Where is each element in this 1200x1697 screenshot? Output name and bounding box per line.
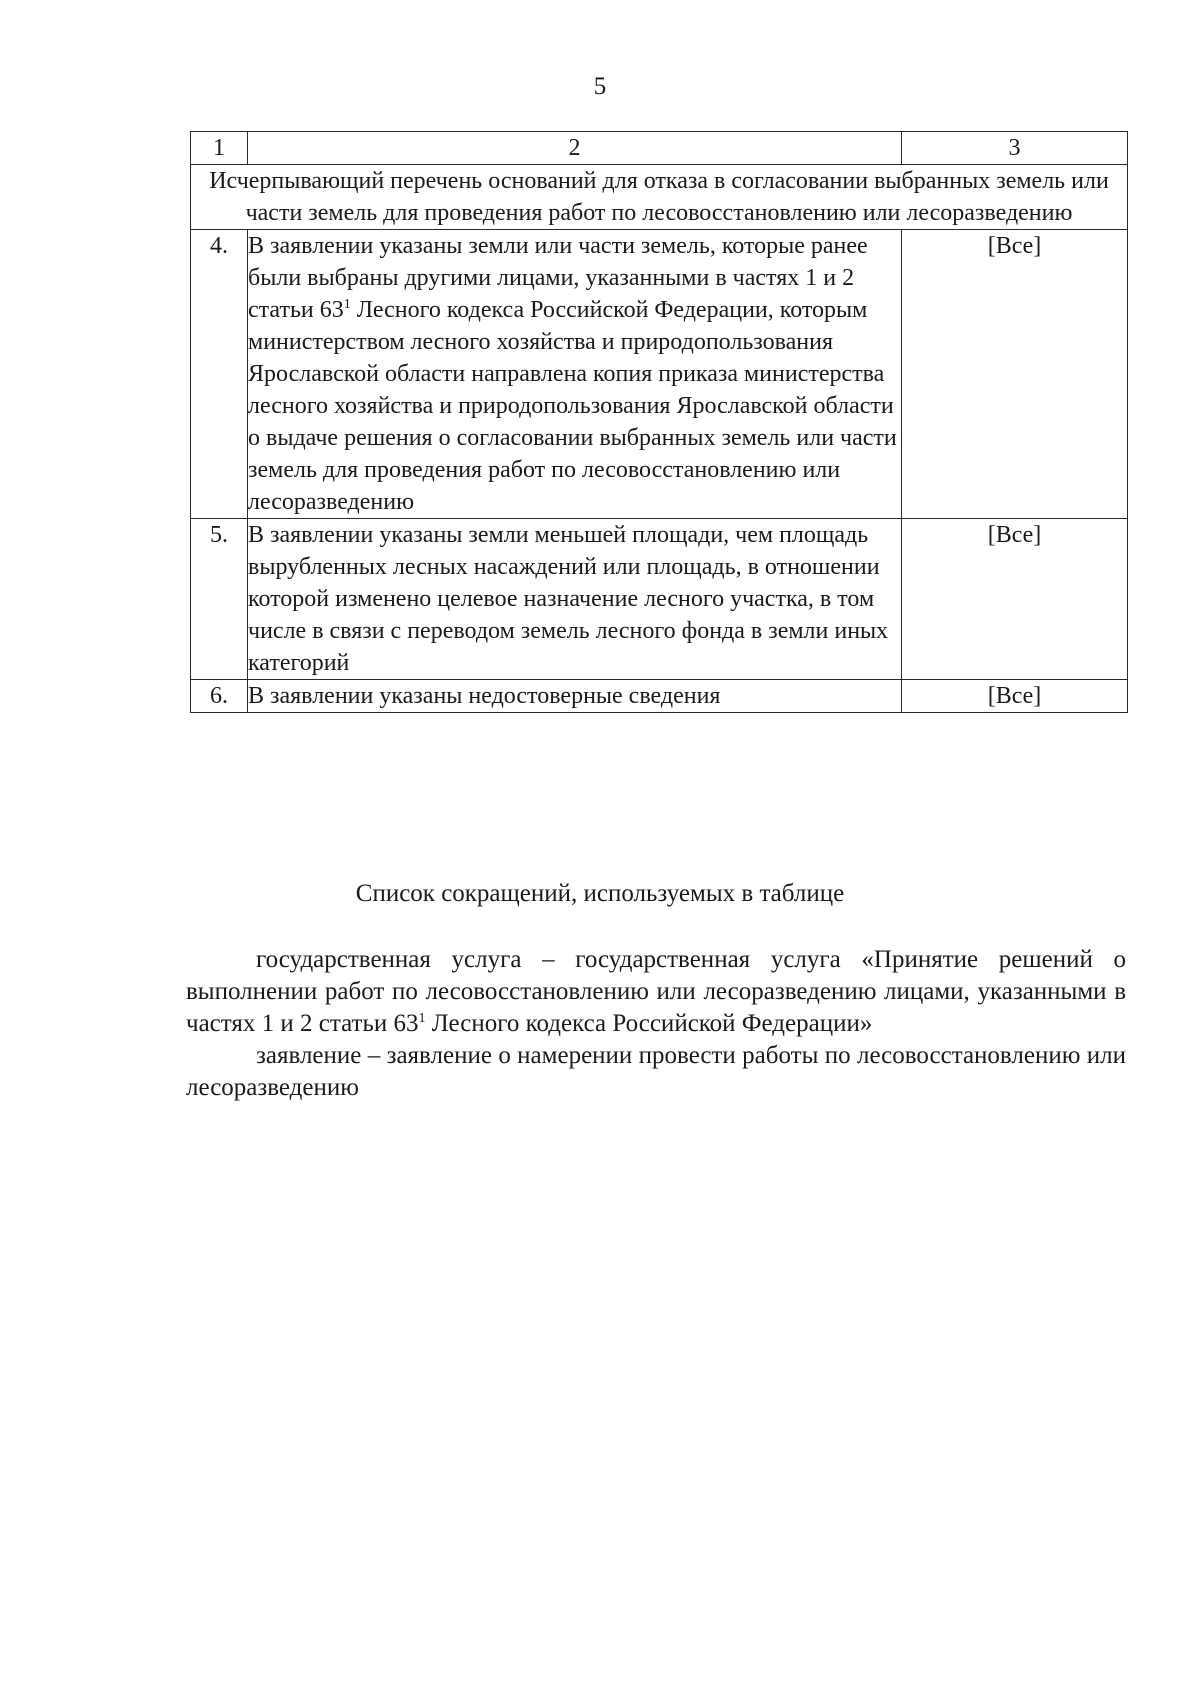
row-applies-to: [Все]	[902, 519, 1128, 680]
abbreviation-item	[186, 944, 1126, 1040]
row-text: В заявлении указаны земли меньшей площади, чем площадь вырубленных лесных насаждений или площадь, в отношении которой изменено целевое назначение лесного участка, в том числе в связи с переводом земель лесного фонда в земли иных категорий	[248, 519, 902, 680]
row-text: В заявлении указаны недостоверные сведения	[248, 680, 902, 713]
header-cell-1: 1	[191, 132, 248, 165]
superscript: 1	[418, 1011, 426, 1026]
row-text	[248, 230, 902, 519]
section-title: Исчерпывающий перечень оснований для отказа в согласовании выбранных земель или части земель для проведения работ по лесовосстановлению или лесоразведению	[191, 165, 1128, 230]
section-title-row	[191, 165, 1128, 230]
row-number: 5.	[191, 519, 248, 680]
refusal-grounds-table	[190, 131, 1128, 713]
row-text-part: Лесного кодекса Российской Федерации, которым министерством лесного хозяйства и природопользования Ярославской области направлена копия приказа министерства лесного хозяйства и природопользования Ярославской области о выдаче решения о согласовании выбранных земель или части земель для проведения работ по лесовосстановлению или лесоразведению	[248, 297, 897, 515]
table-row	[191, 519, 1128, 680]
abbreviation-text-part: Лесного кодекса Российской Федерации»	[425, 1010, 873, 1037]
abbreviations-title: Список сокращений, используемых в таблице	[355, 880, 845, 907]
abbreviation-text-part: государственная услуга – государственная услуга «Принятие решений о выполнении работ по лесовосстановлению или лесоразведению лицами, указанными в частях 1 и 2 статьи 63	[186, 946, 1126, 1037]
table-header-row	[191, 132, 1128, 165]
abbreviations-list	[186, 944, 1126, 1104]
row-text-part: В заявлении указаны земли или части земель, которые ранее были выбраны другими лицами, указанными в частях 1 и 2 статьи 63	[248, 233, 868, 323]
page-number: 5	[593, 73, 607, 100]
row-number: 4.	[191, 230, 248, 519]
row-applies-to: [Все]	[902, 680, 1128, 713]
abbreviation-item: заявление – заявление о намерении провести работы по лесовосстановлению или лесоразведению	[186, 1042, 1126, 1101]
table-row	[191, 680, 1128, 713]
superscript: 1	[343, 297, 351, 312]
table-row	[191, 230, 1128, 519]
header-cell-3: 3	[902, 132, 1128, 165]
row-applies-to: [Все]	[902, 230, 1128, 519]
row-number: 6.	[191, 680, 248, 713]
header-cell-2: 2	[248, 132, 902, 165]
